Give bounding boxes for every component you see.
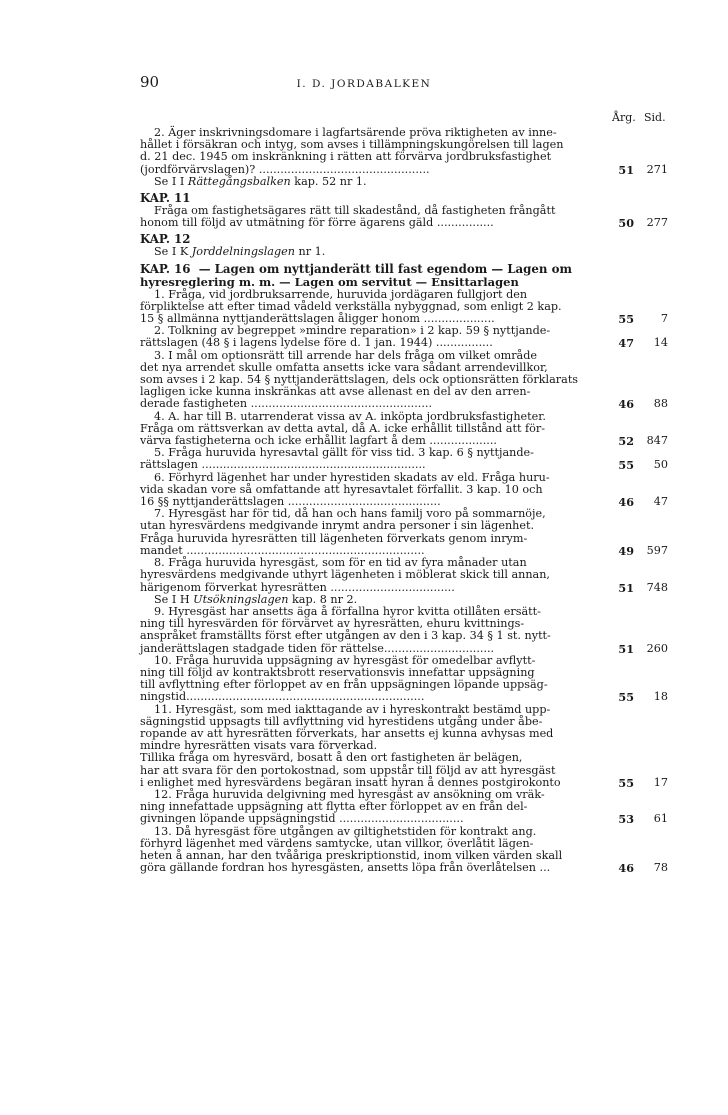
text-line: värva fastigheterna och icke erhållit lagfart å dem ................... — [140, 434, 497, 448]
chapter-heading: KAP. 11 — [140, 191, 191, 206]
entry-page: 47 — [653, 495, 668, 509]
text-line: ropande av att hyresrätten förverkats, har ansetts ej kunna avhysas med — [140, 726, 554, 740]
text-line: derade fastigheten ................................................... — [140, 397, 432, 411]
entry-page: 277 — [646, 216, 668, 230]
entry-text — [140, 655, 614, 704]
text-line: mandet ................................................................... — [140, 543, 425, 557]
entry-year: 46 — [618, 861, 634, 876]
entry-page: 50 — [653, 458, 668, 472]
chapter-heading: KAP. 12 — [140, 232, 191, 247]
entry — [140, 472, 668, 509]
text-line: 2. Tolkning av begreppet »mindre reparation» i 2 kap. 59 § nyttjande- — [154, 324, 551, 338]
chapter-subheading: hyresreglering m. m. — Lagen om servitut — Ensittarlagen — [140, 274, 519, 289]
content-body — [140, 127, 668, 874]
entry-page: 271 — [646, 162, 668, 176]
entry-page: 18 — [653, 690, 668, 704]
text-line: göra gällande fordran hos hyresgästen, ansetts löpa från överlåtelsen ... — [140, 861, 551, 875]
text-line: förpliktelse att efter timad vådeld verkställa nybyggnad, som enligt 2 kap. — [140, 299, 562, 313]
column-header-page: Sid. — [644, 111, 666, 124]
text-line: Fråga huruvida hyresrätten till lägenheten förverkats genom inrym- — [140, 531, 528, 545]
entry — [140, 557, 668, 594]
entry — [140, 289, 668, 326]
cross-reference: Se I I Rättegångsbalken kap. 52 nr 1. — [154, 174, 367, 188]
text-line: 8. Fråga huruvida hyresgäst, som för en tid av fyra månader utan — [154, 556, 527, 570]
text-line: hållet i försäkran och intyg, som avses i tillämpningskungörelsen till lagen — [140, 138, 564, 152]
entry — [140, 447, 668, 471]
entry-year: 51 — [618, 580, 634, 595]
text-line: ning till hyresvärden för förvärvet av hyresrätten, ehuru kvittnings- — [140, 617, 525, 631]
entry-year: 55 — [618, 690, 634, 705]
column-header-year: Årg. — [612, 111, 636, 124]
text-line: 5. Fråga huruvida hyresavtal gällt för viss tid. 3 kap. 6 § nyttjande- — [154, 446, 534, 460]
text-line: 15 § allmänna nyttjanderättslagen åligger honom .................... — [140, 312, 495, 326]
text-line: 4. A. har till B. utarrenderat vissa av A. inköpta jordbruksfastigheter. — [154, 409, 546, 423]
entry-text — [140, 472, 614, 509]
entry-text — [140, 826, 614, 875]
entry — [140, 411, 668, 448]
text-line: d. 21 dec. 1945 om inskränkning i rätten att förvärva jordbruksfastighet — [140, 150, 552, 164]
entry-page: 14 — [653, 336, 668, 350]
entry-text — [140, 606, 614, 655]
entry-page: 61 — [653, 812, 668, 826]
entry-year: 50 — [618, 216, 634, 231]
running-title: I. D. JORDABALKEN — [296, 78, 432, 90]
entry — [140, 789, 668, 826]
entry-year: 55 — [618, 312, 634, 327]
text-line: Fråga om rättsverkan av detta avtal, då A. icke erhållit tillstånd att för- — [140, 421, 546, 435]
text-line: rättslagen ............................................................... — [140, 458, 426, 472]
text-line: ningstid................................................................... — [140, 690, 425, 704]
entry — [140, 508, 668, 557]
text-line: givningen löpande uppsägningstid ................................... — [140, 812, 464, 826]
text-line: förhyrd lägenhet med värdens samtycke, utan villkor, överlåtit lägen- — [140, 836, 534, 850]
text-line: ning innefattade uppsägning att flytta efter förloppet av en från del- — [140, 800, 528, 814]
text-line: 1. Fråga, vid jordbruksarrende, huruvida jordägaren fullgjort den — [154, 287, 528, 301]
entry-page: 88 — [653, 397, 668, 411]
text-line: vida skadan vore så omfattande att hyresavtalet förfallit. 3 kap. 10 och — [140, 482, 543, 496]
text-line: 10. Fråga huruvida uppsägning av hyresgäst för omedelbar avflytt- — [154, 653, 536, 667]
text-line: lagligen icke kunna inskränkas att avse allenast en del av den arren- — [140, 385, 531, 399]
text-line: 16 §§ nyttjanderättslagen ........................................... — [140, 495, 441, 509]
entry-text — [140, 704, 614, 789]
text-line: har att svara för den portokostnad, som uppstår till följd av att hyresgäst — [140, 763, 556, 777]
text-line: (jordförvärvslagen)? ................................................ — [140, 162, 430, 176]
entry-year: 49 — [618, 543, 634, 558]
text-line: det nya arrendet skulle omfatta ansetts icke vara sådant arrendevillkor, — [140, 360, 548, 374]
entry — [140, 350, 668, 411]
text-line: janderättslagen stadgade tiden för rättelse............................... — [140, 641, 495, 655]
entry-year: 55 — [618, 775, 634, 790]
entry-page: 78 — [653, 861, 668, 875]
entry-text — [140, 325, 614, 349]
entry-page: 748 — [646, 580, 668, 594]
text-line: härigenom förverkat hyresrätten ................................... — [140, 580, 455, 594]
entry-year: 55 — [618, 458, 634, 473]
text-line: som avses i 2 kap. 54 § nyttjanderättslagen, dels ock optionsrätten förklarats — [140, 373, 579, 387]
text-line: hyresvärdens medgivande uthyrt lägenheten i möblerat skick till annan, — [140, 568, 550, 582]
text-line: 2. Äger inskrivningsdomare i lagfartsärende pröva riktigheten av inne- — [154, 126, 557, 139]
entry-text — [140, 411, 614, 448]
entry — [140, 606, 668, 655]
entry-text — [140, 127, 614, 176]
text-line: anspråket framställts först efter utgången av den i 3 kap. 34 § 1 st. nytt- — [140, 629, 551, 643]
entry-text — [140, 447, 614, 471]
entry — [140, 205, 668, 229]
entry-page: 597 — [646, 543, 668, 557]
entry-year: 52 — [618, 434, 634, 449]
cross-reference: Se I K Jorddelningslagen nr 1. — [154, 245, 326, 259]
entry-page: 260 — [646, 641, 668, 655]
text-line: sägningstid uppsagts till avflyttning vid hyrestidens utgång under åbe- — [140, 714, 543, 728]
text-line: ning till följd av kontraktsbrott reservationsvis innefattar uppsägning — [140, 665, 535, 679]
entry-text — [140, 289, 614, 326]
entry — [140, 127, 668, 176]
entry-text — [140, 557, 614, 594]
entry-text — [140, 789, 614, 826]
entry-year: 46 — [618, 495, 634, 510]
text-line: 3. I mål om optionsrätt till arrende har dels fråga om vilket område — [154, 348, 538, 362]
entry-text — [140, 508, 614, 557]
text-line: heten å annan, har den tvååriga preskriptionstid, inom vilken värden skall — [140, 848, 563, 862]
entry-page: 7 — [660, 312, 668, 326]
text-line: utan hyresvärdens medgivande inrymt andra personer i sin lägenhet. — [140, 519, 535, 533]
entry-text — [140, 205, 614, 229]
entry-page: 847 — [646, 434, 668, 448]
entry — [140, 655, 668, 704]
text-line: mindre hyresrätten visats vara förverkad. — [140, 739, 378, 753]
text-line: rättslagen (48 § i lagens lydelse före d. 1 jan. 1944) ................ — [140, 336, 493, 350]
entry-year: 51 — [618, 162, 634, 177]
text-line: 12. Fråga huruvida delgivning med hyresgäst av ansökning om vräk- — [154, 787, 545, 801]
entry — [140, 826, 668, 875]
text-line: i enlighet med hyresvärdens begäran insatt hyran å dennes postgirokonto — [140, 775, 561, 789]
text-line: Fråga om fastighetsägares rätt till skadestånd, då fastigheten frångått — [154, 204, 556, 218]
text-line: 9. Hyresgäst har ansetts äga å förfallna hyror kvitta otillåten ersätt- — [154, 604, 541, 618]
entry-year: 53 — [618, 812, 634, 827]
page-number: 90 — [140, 73, 160, 91]
text-line: 6. Förhyrd lägenhet har under hyrestiden skadats av eld. Fråga huru- — [154, 470, 550, 484]
text-line: honom till följd av utmätning för förre ägarens gäld ................ — [140, 216, 494, 230]
chapter-heading: KAP. 16 — Lagen om nyttjanderätt till fast egendom — Lagen om — [140, 261, 572, 276]
entry-year: 46 — [618, 397, 634, 412]
entry-year: 47 — [618, 336, 634, 351]
text-line: 11. Hyresgäst, som med iakttagande av i hyreskontrakt bestämd upp- — [154, 702, 551, 716]
text-line: 7. Hyresgäst har för tid, då han och hans familj voro på sommarnöje, — [154, 507, 546, 521]
text-line: till avflyttning efter förloppet av en från uppsägningen löpande uppsäg- — [140, 678, 548, 692]
text-line: 13. Då hyresgäst före utgången av giltighetstiden för kontrakt ang. — [154, 824, 537, 838]
entry — [140, 325, 668, 349]
entry-year: 51 — [618, 641, 634, 656]
text-line: Tillika fråga om hyresvärd, bosatt å den ort fastigheten är belägen, — [140, 751, 523, 765]
entry — [140, 704, 668, 789]
entry-page: 17 — [653, 775, 668, 789]
cross-reference: Se I H Utsökningslagen kap. 8 nr 2. — [154, 592, 358, 606]
entry-text — [140, 350, 614, 411]
